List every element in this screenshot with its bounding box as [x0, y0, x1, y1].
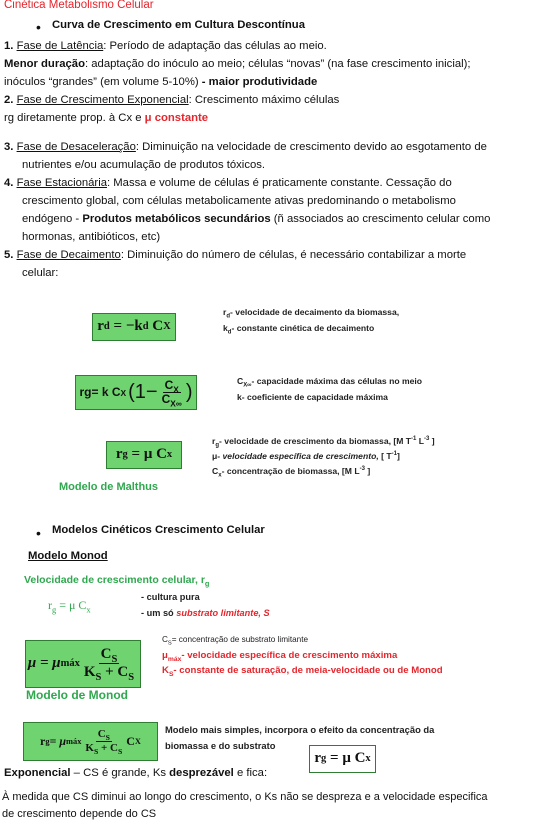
phase-4-line3	[22, 211, 490, 227]
full-notes	[165, 722, 434, 753]
phase-desc: : Massa e volume de células é praticamente constante. Cessação do	[106, 177, 452, 189]
eq-text: + C	[101, 664, 129, 681]
phase-1-line3	[4, 74, 317, 90]
eq-text: = μ C	[330, 750, 366, 767]
phase-name: Fase Estacionária	[16, 177, 107, 189]
phase-desc: : Período de adaptação das células ao meio.	[103, 40, 327, 52]
eq-sub: g	[52, 605, 57, 615]
eq-sub: S	[105, 733, 110, 743]
equation-decay: r d = −k d C X	[92, 313, 176, 341]
equation-full: r g = μ máx $\frac{C_S}{K_S + C_S}$ C X	[23, 722, 158, 761]
text: e fica:	[233, 767, 268, 779]
eq-sub: S	[128, 672, 135, 684]
eq-text: C	[100, 646, 112, 663]
phase-3-line2: nutrientes e/ou acumulação de produtos tóxicos.	[22, 159, 266, 171]
note-text: = concentração de substrato limitante	[171, 635, 309, 644]
eq-text: r	[115, 446, 123, 463]
malthus-notes	[212, 434, 435, 479]
eq-fraction	[82, 646, 136, 684]
note-sub: S	[168, 670, 174, 678]
eq-text: r	[97, 318, 104, 335]
equation-malthus: r g = μ C x	[106, 441, 182, 469]
eq-text: C	[97, 728, 106, 741]
phase-2	[4, 92, 339, 108]
note-text: - concentração de biomassa, [M L	[221, 466, 360, 477]
note-text: ]	[364, 466, 371, 477]
label-text: Velocidade de crescimento celular, r	[24, 574, 205, 586]
note-sub: S	[167, 640, 172, 647]
phase-1	[4, 38, 327, 54]
eq-sub: S	[93, 746, 99, 756]
note-sub: d	[227, 330, 232, 337]
conclusion-line	[4, 765, 267, 781]
monod-caption: Modelo de Monod	[26, 688, 128, 702]
subheading: Modelo Monod	[28, 550, 108, 562]
green-label	[24, 573, 209, 588]
note-text: C	[237, 376, 244, 386]
note-text: r	[223, 307, 227, 317]
equation-final: r g = μ C x	[309, 745, 376, 773]
eq-sub: x	[86, 605, 91, 615]
note-text: r	[212, 436, 216, 446]
note-text: C	[212, 466, 219, 477]
note-sup: -3	[424, 436, 430, 443]
eq-text: = −k	[113, 318, 143, 335]
note-sub: d	[226, 313, 231, 320]
phase-4-line4: hormonas, antibióticos, etc)	[22, 231, 161, 243]
bold-text: Exponencial	[4, 767, 71, 779]
phase-1-line2	[4, 56, 471, 72]
eq-text: K	[85, 741, 94, 754]
eq-text: rg= k C	[79, 384, 121, 399]
text: rg diretamente prop. à Cx e	[4, 112, 145, 124]
eq-sub: S	[117, 746, 123, 756]
eq-paren: )	[185, 381, 193, 403]
note-italic: velocidade específica de crescimento,	[222, 451, 379, 462]
eq-text: + C	[98, 741, 118, 754]
text: inóculos “grandes” (em volume 5-10%)	[4, 76, 199, 88]
phase-4	[4, 175, 452, 191]
note-text: K	[162, 664, 169, 676]
phase-desc: : Diminuição do número de células, é necessário contabilizar a morte	[120, 249, 467, 261]
bullet-icon: •	[36, 525, 41, 541]
eq-text: C	[126, 733, 135, 748]
page-title: Cinética Metabolismo Celular	[4, 0, 154, 11]
phase-name: Fase de Latência	[16, 40, 104, 52]
small-equation	[48, 597, 91, 614]
note-text: - constante de saturação, de meia-velocidade ou de Monod	[173, 664, 443, 676]
note-sup: -3	[359, 466, 365, 473]
malthus-caption: Modelo de Malthus	[59, 481, 158, 493]
phase-num: 3.	[4, 141, 14, 153]
phase-desc: : Diminuição na velocidade de crescimento devido ao esgotamento de	[135, 141, 487, 153]
text: endógeno -	[22, 213, 83, 225]
label-sub: g	[204, 579, 210, 589]
eq-text: = μ C	[56, 598, 87, 612]
eq-text: C	[161, 391, 171, 406]
section-heading: Curva de Crescimento em Cultura Descontínua	[52, 19, 305, 31]
note-text: k	[223, 323, 228, 334]
phase-5	[4, 247, 466, 263]
phase-name: Fase de Decaimento	[16, 249, 121, 261]
condition-red: substrato limitante, S	[176, 607, 270, 618]
eq-text: r	[48, 598, 52, 612]
equation-capacity: rg= k C X (1− $\frac{C_X}{C_{X\infty}}$ )	[75, 375, 197, 410]
eq-sub: X∞	[170, 398, 182, 409]
note-text: L	[416, 436, 425, 446]
text: : adaptação do inóculo ao meio; células “novas” (na fase crescimento inicial);	[84, 58, 471, 70]
note-text: - capacidade máxima das células no meio	[251, 376, 423, 386]
phase-name: Fase de Crescimento Exponencial	[16, 94, 189, 106]
bold-text: Menor duração	[4, 58, 85, 70]
note-text: μ-	[212, 451, 223, 462]
conditions	[141, 590, 270, 621]
note-text: biomassa e do substrato	[165, 739, 276, 751]
eq-sub: X	[173, 384, 179, 395]
eq-text: r	[314, 750, 322, 767]
note-sub: X∞	[243, 382, 252, 389]
bold-text: Produtos metabólicos secundários	[82, 213, 271, 225]
note-sup: -1	[411, 436, 417, 443]
phase-2-line2	[4, 110, 208, 126]
note-text: C	[162, 635, 168, 644]
phase-num: 1.	[4, 40, 14, 52]
eq-sub: S	[95, 672, 102, 684]
eq-text: = μ C	[131, 446, 167, 463]
eq-fraction	[83, 729, 124, 754]
eq-text: K	[83, 664, 96, 681]
text: – CS é grande, Ks	[70, 767, 170, 779]
phase-name: Fase de Desaceleração	[16, 141, 136, 153]
phase-num: 4.	[4, 177, 14, 189]
bold-text: - maior produtividade	[198, 76, 318, 88]
note-text: ]	[429, 436, 435, 446]
note-sub: x	[218, 472, 222, 479]
eq-fraction	[160, 378, 184, 409]
equation-monod: μ = μ máx $\frac{C_S}{K_S + C_S}$	[25, 640, 141, 688]
eq-text: C	[152, 318, 164, 335]
decay-notes	[223, 306, 399, 336]
eq-paren: (1−	[128, 381, 158, 403]
note-sup: -1	[391, 451, 397, 458]
capacity-notes	[237, 375, 422, 405]
eq-text: C	[164, 378, 174, 393]
note-text: - velocidade de crescimento da biomassa, [M T	[219, 436, 412, 446]
eq-text: = μ	[49, 733, 67, 748]
phase-num: 5.	[4, 249, 14, 261]
monod-notes	[162, 634, 443, 678]
note-text: - velocidade específica de crescimento máxima	[181, 650, 398, 662]
eq-text: r	[40, 733, 46, 748]
section-heading: Modelos Cinéticos Crescimento Celular	[52, 524, 265, 536]
note-text: k- coeficiente de capacidade máxima	[237, 392, 388, 403]
conclusion-para-2: de crescimento depende do CS	[2, 808, 157, 820]
phase-3	[4, 139, 487, 155]
phase-5-line2: celular:	[22, 267, 59, 279]
condition: - um só	[141, 607, 177, 618]
conclusion-para-1: À medida que CS diminui ao longo do crescimento, o Ks não se despreza e a velocidade especifica	[2, 791, 488, 803]
red-text: μ constante	[144, 112, 209, 124]
note-text: - velocidade de decaimento da biomassa,	[230, 307, 400, 317]
text: (ñ associados ao crescimento celular como	[270, 213, 491, 225]
note-text: Modelo mais simples, incorpora o efeito da concentração da	[165, 724, 435, 735]
note-text: ]	[396, 451, 400, 462]
bold-text: desprezável	[169, 767, 234, 779]
bullet-icon: •	[36, 19, 41, 35]
phase-desc: : Crescimento máximo células	[188, 94, 340, 106]
note-sub: g	[215, 442, 220, 449]
note-text: [ T	[378, 451, 392, 462]
note-text: - constante cinética de decaimento	[231, 323, 375, 334]
phase-4-line2: crescimento global, com células metabolicamente ativas predominando o metabolismo	[22, 195, 456, 207]
note-text: μ	[162, 650, 168, 662]
eq-text: μ = μ	[27, 655, 61, 672]
phase-num: 2.	[4, 94, 14, 106]
condition: - cultura pura	[141, 592, 200, 602]
note-sub: máx	[167, 656, 182, 664]
eq-sub: S	[111, 654, 118, 666]
